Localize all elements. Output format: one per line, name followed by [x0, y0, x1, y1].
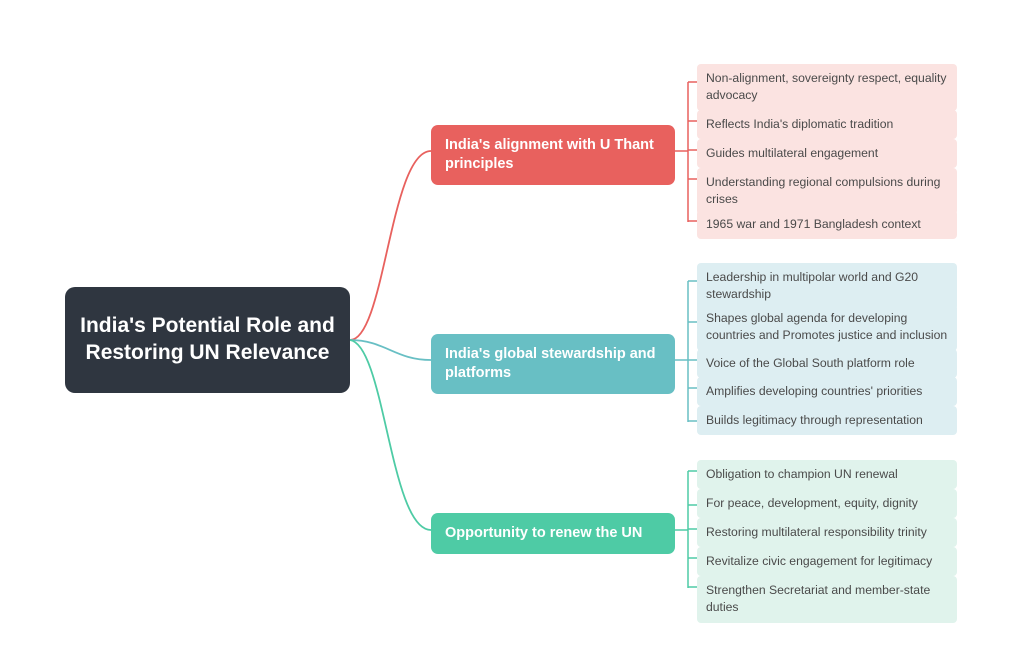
leaf-node[interactable]: [697, 460, 957, 489]
leaf-node[interactable]: [697, 210, 957, 239]
leaf-label: 1965 war and 1971 Bangladesh context: [706, 217, 921, 231]
root-node-label: India's Potential Role and Restoring UN Relevance: [80, 314, 335, 364]
branch-node-1[interactable]: [431, 125, 675, 185]
root-node[interactable]: [65, 287, 350, 393]
leaf-node[interactable]: [697, 489, 957, 518]
leaf-label: Restoring multilateral responsibility trinity: [706, 525, 927, 539]
leaf-node[interactable]: [697, 110, 957, 139]
leaf-label: Amplifies developing countries' priorities: [706, 384, 923, 398]
leaf-node[interactable]: [697, 406, 957, 435]
leaf-label: Revitalize civic engagement for legitimacy: [706, 554, 933, 568]
leaf-node[interactable]: [697, 349, 957, 378]
leaf-label: Non-alignment, sovereignty respect, equality advocacy: [706, 71, 947, 103]
leaf-label: Builds legitimacy through representation: [706, 413, 923, 427]
branch-node-3-label: Opportunity to renew the UN: [445, 525, 643, 541]
leaf-node[interactable]: [697, 547, 957, 576]
leaf-node[interactable]: [697, 377, 957, 406]
branch-node-2-label: India's global stewardship and platforms: [445, 346, 656, 381]
leaf-label: Reflects India's diplomatic tradition: [706, 117, 894, 131]
leaf-label: Obligation to champion UN renewal: [706, 467, 898, 481]
leaf-label: Leadership in multipolar world and G20 stewardship: [706, 270, 919, 302]
leaf-label: For peace, development, equity, dignity: [706, 496, 918, 510]
leaf-node[interactable]: [697, 263, 957, 310]
leaf-node[interactable]: [697, 304, 957, 351]
leaf-node[interactable]: [697, 518, 957, 547]
leaf-label: Shapes global agenda for developing countries and Promotes justice and inclusion: [706, 311, 948, 343]
branch-node-1-label: India's alignment with U Thant principles: [445, 137, 654, 172]
leaf-node[interactable]: [697, 139, 957, 168]
leaf-node[interactable]: [697, 168, 957, 215]
leaf-label: Strengthen Secretariat and member-state duties: [706, 583, 931, 615]
branch-node-3[interactable]: [431, 513, 675, 554]
leaf-label: Voice of the Global South platform role: [706, 356, 915, 370]
leaf-node[interactable]: [697, 576, 957, 623]
leaf-label: Understanding regional compulsions during crises: [706, 175, 941, 207]
leaf-node[interactable]: [697, 64, 957, 111]
branch-node-2[interactable]: [431, 334, 675, 394]
leaf-label: Guides multilateral engagement: [706, 146, 879, 160]
